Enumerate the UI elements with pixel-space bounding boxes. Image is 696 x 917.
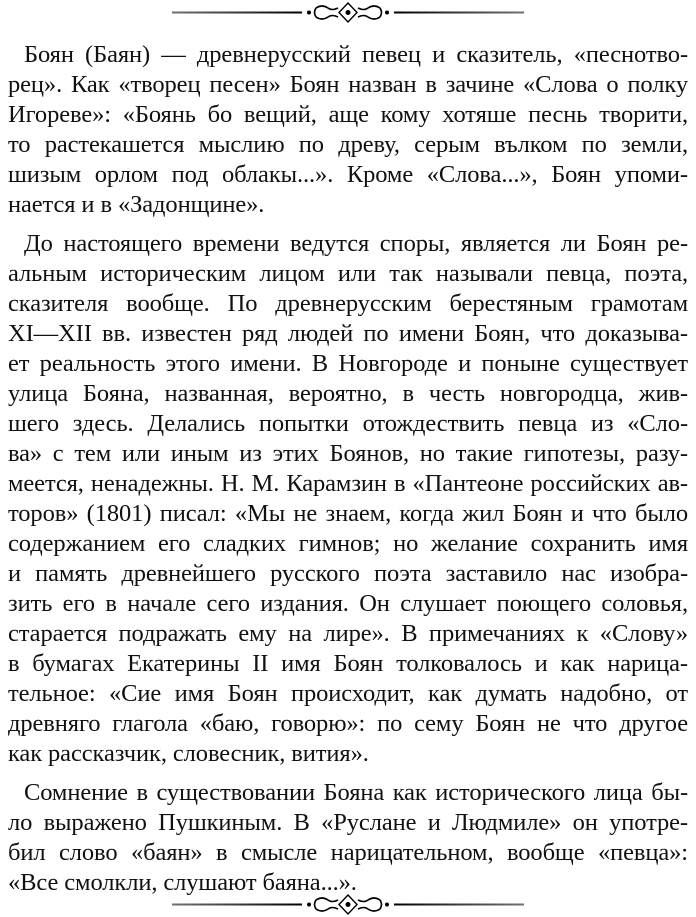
paragraph-1 [8,40,688,220]
paragraph-3 [8,778,688,898]
text-line: XI—XII вв. известен ряд людей по имени Боян, что доказыва- [8,320,688,347]
text-line: рец». Как «творец песен» Боян назван в зачине «Слова о полку [8,71,688,98]
text-line: нается и в «Задонщине». [8,191,265,218]
text-line: и память древнейшего русского поэта заставило нас изобра- [8,560,688,587]
text-line: Боян (Баян) — древнерусский певец и сказитель, «песнотво- [24,41,688,68]
document-body [8,40,688,907]
text-line: До настоящего времени ведутся споры, является ли Боян ре- [24,230,688,257]
text-line: тельное: «Сие имя Боян происходит, как думать надобно, от [8,680,688,707]
text-line: Сомнение в существовании Бояна как исторического лица бы- [24,779,688,806]
text-line: бил слово «баян» в смысле нарицательном, вообще «певца»: [8,839,688,866]
text-line: как рассказчик, словесник, вития». [8,740,369,767]
text-line: ва» с тем или иным из этих Боянов, но такие гипотезы, разу- [8,440,688,467]
ornament-divider-top [170,2,526,24]
paragraph-2 [8,229,688,769]
text-line: шизым орлом под облакы...». Кроме «Слова...», Боян упоми- [8,161,688,188]
text-line: меется, ненадежны. Н. М. Карамзин в «Пантеоне российских ав- [8,470,688,497]
text-line: шего здесь. Делались попытки отождествить певца из «Сло- [8,410,688,437]
text-line: в бумагах Екатерины II имя Боян толковалось и как нарица- [8,650,688,677]
text-line: старается подражать ему на лире». В примечаниях к «Слову» [8,620,688,647]
ornament-divider-bottom [170,894,526,916]
text-line: содержанием его сладких гимнов; но желание сохранить имя [8,530,688,557]
text-line: древняго глагола «баю, говорю»: по сему Боян не что другое [8,710,688,737]
text-line: ло выражено Пушкиным. В «Руслане и Людмиле» он употре- [8,809,688,836]
text-line: «Все смолкли, слушают баяна...». [8,869,357,896]
text-line: торов» (1801) писал: «Мы не знаем, когда жил Боян и что было [8,500,688,527]
text-line: улица Бояна, названная, вероятно, в честь новгородца, жив- [8,380,688,407]
text-line: ет реальность этого имени. В Новгороде и поныне существует [8,350,688,377]
text-line: сказителя вообще. По древнерусским берестяным грамотам [8,290,688,317]
text-line: зить его в начале сего издания. Он слушает поющего соловья, [8,590,688,617]
text-line: то растекашется мыслию по древу, серым вълком по земли, [8,131,688,158]
text-line: альным историческим лицом или так называли певца, поэта, [8,260,688,287]
text-line: Игореве»: «Боянь бо вещий, аще кому хотяше песнь творити, [8,101,688,128]
